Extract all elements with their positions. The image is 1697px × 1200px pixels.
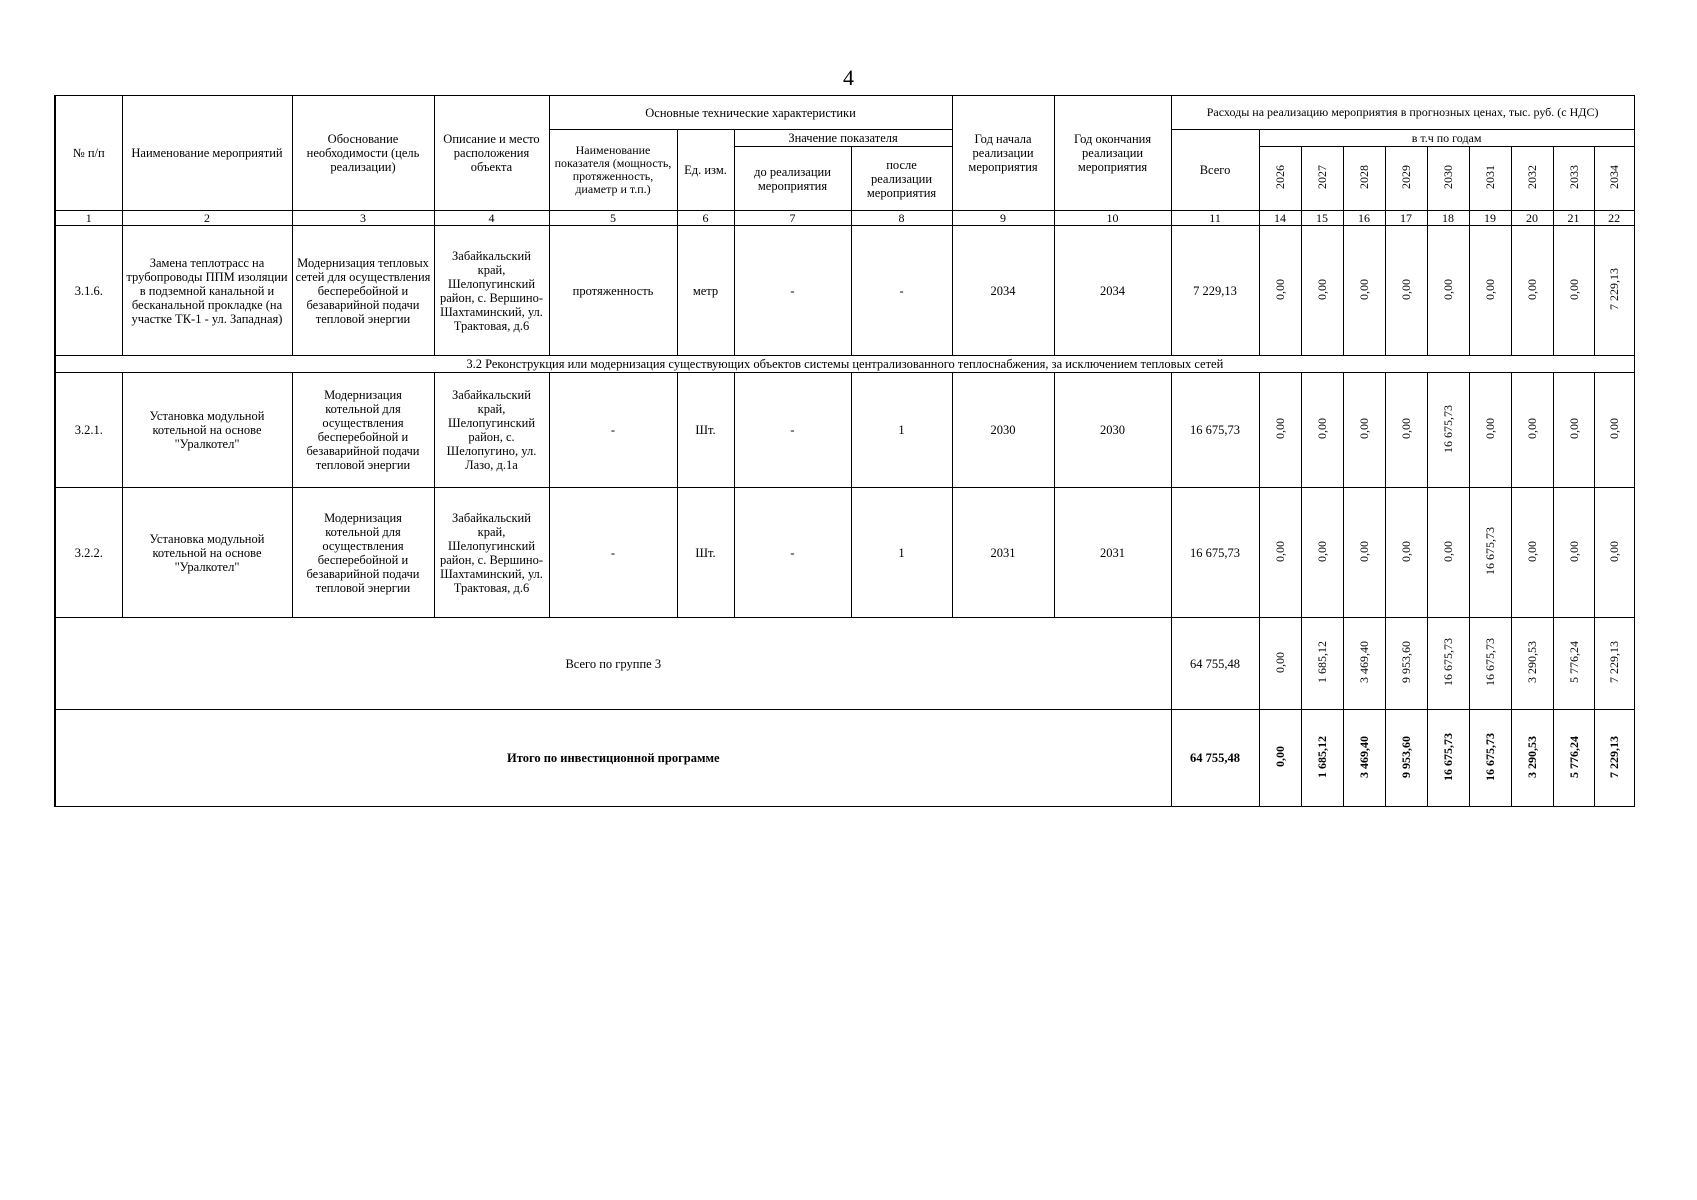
- year-value: 1 685,12: [1301, 710, 1343, 807]
- row-after: 1: [851, 488, 952, 618]
- row-after: -: [851, 226, 952, 356]
- year-value: 0,00: [1511, 226, 1553, 356]
- year-value: 0,00: [1301, 373, 1343, 488]
- year-value: 5 776,24: [1553, 710, 1594, 807]
- year-value: 0,00: [1511, 488, 1553, 618]
- col-header-value-group: Значение показателя: [734, 130, 952, 147]
- year-value: 9 953,60: [1385, 618, 1427, 710]
- column-number: 2: [122, 211, 292, 226]
- group-total-sum: 64 755,48: [1171, 618, 1259, 710]
- col-header-year: 2034: [1594, 147, 1634, 211]
- row-unit: Шт.: [677, 373, 734, 488]
- column-number: 18: [1427, 211, 1469, 226]
- row-start-year: 2034: [952, 226, 1054, 356]
- column-number: 16: [1343, 211, 1385, 226]
- col-header-justification: Обоснование необходимости (цель реализации): [292, 96, 434, 211]
- year-value: 0,00: [1301, 488, 1343, 618]
- year-value: 0,00: [1594, 373, 1634, 488]
- program-total-label: Итого по инвестиционной программе: [55, 710, 1171, 807]
- column-number: 8: [851, 211, 952, 226]
- year-value: 7 229,13: [1594, 618, 1634, 710]
- header-row: [55, 96, 1634, 130]
- col-header-year: 2029: [1385, 147, 1427, 211]
- column-number: 6: [677, 211, 734, 226]
- row-end-year: 2031: [1054, 488, 1171, 618]
- col-header-year: 2026: [1259, 147, 1301, 211]
- year-value: 0,00: [1385, 488, 1427, 618]
- col-header-costs-group: Расходы на реализацию мероприятия в прогнозных ценах, тыс. руб. (с НДС): [1171, 96, 1634, 130]
- section-row: [55, 356, 1634, 373]
- year-value: 0,00: [1343, 373, 1385, 488]
- col-header-tech-group: Основные технические характеристики: [549, 96, 952, 130]
- year-value: 3 290,53: [1511, 710, 1553, 807]
- row-number: 3.1.6.: [55, 226, 122, 356]
- column-number: 5: [549, 211, 677, 226]
- column-number: 10: [1054, 211, 1171, 226]
- year-value: 0,00: [1553, 226, 1594, 356]
- col-header-before: до реализации мероприятия: [734, 147, 851, 211]
- program-total-sum: 64 755,48: [1171, 710, 1259, 807]
- column-number: 4: [434, 211, 549, 226]
- col-header-year: 2030: [1427, 147, 1469, 211]
- row-start-year: 2031: [952, 488, 1054, 618]
- year-value: 0,00: [1427, 488, 1469, 618]
- row-name: Замена теплотрасс на трубопроводы ППМ изоляции в подземной канальной и бесканальной прокладке (на участке ТК-1 - ул. Западная): [122, 226, 292, 356]
- row-justification: Модернизация котельной для осуществления бесперебойной и безаварийной подачи тепловой энергии: [292, 488, 434, 618]
- year-value: 0,00: [1343, 226, 1385, 356]
- year-value: 0,00: [1259, 618, 1301, 710]
- page-number: 4: [843, 65, 854, 90]
- group-total-row: [55, 618, 1634, 710]
- year-value: 5 776,24: [1553, 618, 1594, 710]
- year-value: 0,00: [1259, 226, 1301, 356]
- investment-program-table: [54, 95, 1635, 807]
- row-name: Установка модульной котельной на основе "Уралкотел": [122, 373, 292, 488]
- year-value: 0,00: [1385, 226, 1427, 356]
- year-value: 0,00: [1469, 226, 1511, 356]
- column-number: 21: [1553, 211, 1594, 226]
- row-total: 7 229,13: [1171, 226, 1259, 356]
- col-header-year: 2032: [1511, 147, 1553, 211]
- column-number: 1: [55, 211, 122, 226]
- table-row: [55, 373, 1634, 488]
- year-value: 0,00: [1259, 710, 1301, 807]
- year-value: 0,00: [1259, 373, 1301, 488]
- table-row: [55, 226, 1634, 356]
- col-header-by-years: в т.ч по годам: [1259, 130, 1634, 147]
- year-value: 1 685,12: [1301, 618, 1343, 710]
- col-header-description: Описание и место расположения объекта: [434, 96, 549, 211]
- column-numbers-row: [55, 211, 1634, 226]
- row-start-year: 2030: [952, 373, 1054, 488]
- row-before: -: [734, 373, 851, 488]
- row-end-year: 2034: [1054, 226, 1171, 356]
- col-header-year: 2028: [1343, 147, 1385, 211]
- section-title: 3.2 Реконструкция или модернизация существующих объектов системы централизованного теплоснабжения, за исключением тепловых сетей: [55, 356, 1634, 373]
- column-number: 7: [734, 211, 851, 226]
- program-total-row: [55, 710, 1634, 807]
- year-value: 16 675,73: [1469, 618, 1511, 710]
- row-description: Забайкальский край, Шелопугинский район, с. Шелопугино, ул. Лазо, д.1а: [434, 373, 549, 488]
- row-indicator: -: [549, 488, 677, 618]
- row-unit: метр: [677, 226, 734, 356]
- col-header-after: после реализации мероприятия: [851, 147, 952, 211]
- year-value: 0,00: [1343, 488, 1385, 618]
- column-number: 17: [1385, 211, 1427, 226]
- year-value: 0,00: [1553, 488, 1594, 618]
- row-before: -: [734, 488, 851, 618]
- year-value: 3 469,40: [1343, 710, 1385, 807]
- table-row: [55, 488, 1634, 618]
- row-indicator: протяженность: [549, 226, 677, 356]
- column-number: 20: [1511, 211, 1553, 226]
- year-value: 16 675,73: [1469, 710, 1511, 807]
- year-value: 0,00: [1511, 373, 1553, 488]
- col-header-year: 2027: [1301, 147, 1343, 211]
- year-value: 0,00: [1385, 373, 1427, 488]
- column-number: 9: [952, 211, 1054, 226]
- year-value: 16 675,73: [1427, 373, 1469, 488]
- column-number: 22: [1594, 211, 1634, 226]
- row-total: 16 675,73: [1171, 488, 1259, 618]
- col-header-start-year: Год начала реализации мероприятия: [952, 96, 1054, 211]
- row-justification: Модернизация котельной для осуществления бесперебойной и безаварийной подачи тепловой энергии: [292, 373, 434, 488]
- year-value: 3 469,40: [1343, 618, 1385, 710]
- year-value: 7 229,13: [1594, 710, 1634, 807]
- year-value: 0,00: [1469, 373, 1511, 488]
- row-description: Забайкальский край, Шелопугинский район, с. Вершино-Шахтаминский, ул. Трактовая, д.6: [434, 226, 549, 356]
- column-number: 19: [1469, 211, 1511, 226]
- year-value: 0,00: [1259, 488, 1301, 618]
- year-value: 3 290,53: [1511, 618, 1553, 710]
- column-number: 11: [1171, 211, 1259, 226]
- year-value: 16 675,73: [1427, 618, 1469, 710]
- year-value: 0,00: [1553, 373, 1594, 488]
- col-header-name: Наименование мероприятий: [122, 96, 292, 211]
- row-before: -: [734, 226, 851, 356]
- row-total: 16 675,73: [1171, 373, 1259, 488]
- row-description: Забайкальский край, Шелопугинский район, с. Вершино-Шахтаминский, ул. Трактовая, д.6: [434, 488, 549, 618]
- row-indicator: -: [549, 373, 677, 488]
- year-value: 0,00: [1594, 488, 1634, 618]
- row-end-year: 2030: [1054, 373, 1171, 488]
- col-header-indicator-name: Наименование показателя (мощность, протяженность, диаметр и т.п.): [549, 130, 677, 211]
- year-value: 9 953,60: [1385, 710, 1427, 807]
- year-value: 0,00: [1301, 226, 1343, 356]
- year-value: 16 675,73: [1469, 488, 1511, 618]
- col-header-num: № п/п: [55, 96, 122, 211]
- col-header-year: 2031: [1469, 147, 1511, 211]
- row-name: Установка модульной котельной на основе "Уралкотел": [122, 488, 292, 618]
- column-number: 15: [1301, 211, 1343, 226]
- col-header-total: Всего: [1171, 130, 1259, 211]
- col-header-unit: Ед. изм.: [677, 130, 734, 211]
- year-value: 7 229,13: [1594, 226, 1634, 356]
- group-total-label: Всего по группе 3: [55, 618, 1171, 710]
- column-number: 14: [1259, 211, 1301, 226]
- col-header-end-year: Год окончания реализации мероприятия: [1054, 96, 1171, 211]
- row-number: 3.2.2.: [55, 488, 122, 618]
- row-unit: Шт.: [677, 488, 734, 618]
- row-number: 3.2.1.: [55, 373, 122, 488]
- year-value: 0,00: [1427, 226, 1469, 356]
- year-value: 16 675,73: [1427, 710, 1469, 807]
- column-number: 3: [292, 211, 434, 226]
- col-header-year: 2033: [1553, 147, 1594, 211]
- row-justification: Модернизация тепловых сетей для осуществления бесперебойной и безаварийной подачи тепловой энергии: [292, 226, 434, 356]
- row-after: 1: [851, 373, 952, 488]
